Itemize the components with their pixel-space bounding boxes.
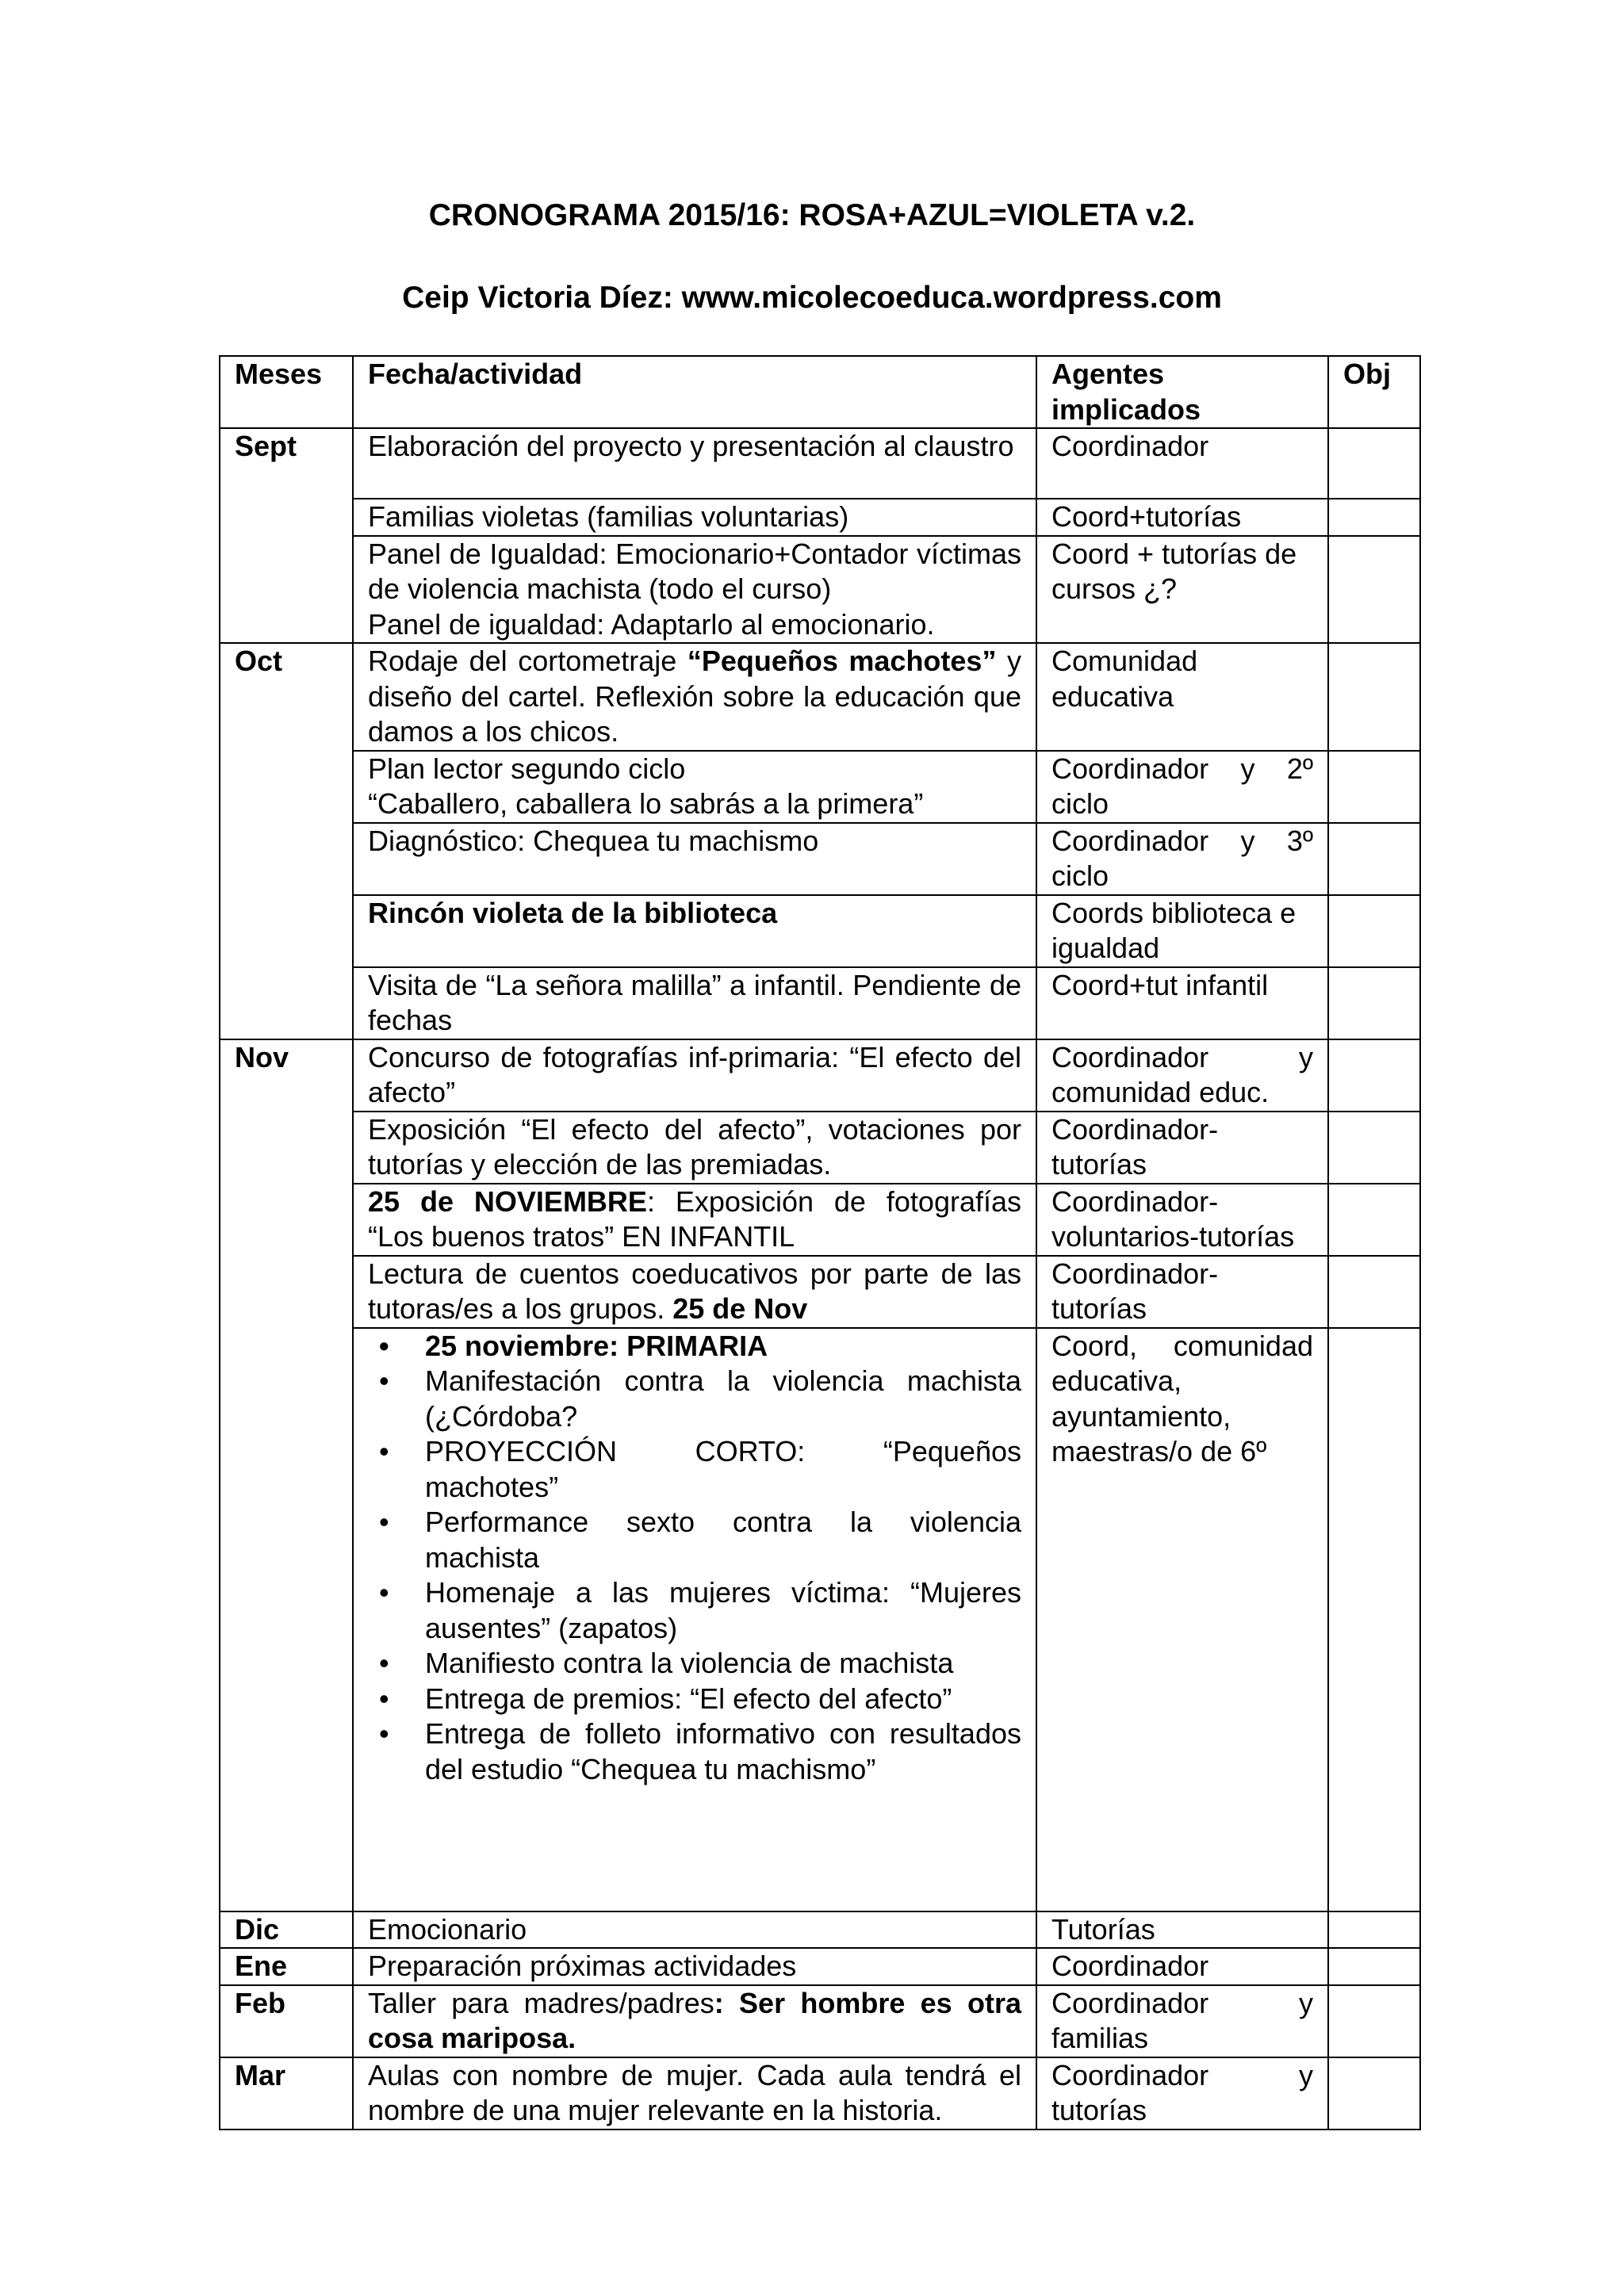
- activity-cell: Diagnóstico: Chequea tu machismo: [353, 823, 1036, 895]
- activity-text: Taller para madres/padres: [368, 1986, 714, 2019]
- month-cell-sept: Sept: [220, 428, 353, 643]
- list-item: • Performance sexto contra la violencia machista: [425, 1505, 1021, 1575]
- agents-cell: Coordinador y 2º ciclo: [1036, 751, 1328, 823]
- activity-text: y diseño del cartel. Reflexión sobre la educación que damos a los chicos.: [368, 645, 1021, 748]
- activity-cell: [353, 751, 1036, 823]
- obj-cell: [1328, 428, 1420, 499]
- header-months: Meses: [220, 356, 353, 428]
- activity-cell: [353, 536, 1036, 644]
- table-row: [220, 1948, 1420, 1985]
- activity-cell: Visita de “La señora malilla” a infantil. Pendiente de fechas: [353, 967, 1036, 1039]
- schedule-table: [219, 355, 1421, 2130]
- agents-cell: Coordinador y familias: [1036, 1985, 1328, 2057]
- table-row: [220, 1985, 1420, 2057]
- obj-cell: [1328, 967, 1420, 1039]
- activity-cell: Preparación próximas actividades: [353, 1948, 1036, 1985]
- table-row: [220, 1328, 1420, 1911]
- agents-cell: Coordinador y 3º ciclo: [1036, 823, 1328, 895]
- header-agents: Agentes implicados: [1036, 356, 1328, 428]
- list-item: • Entrega de premios: “El efecto del afecto”: [425, 1682, 1021, 1717]
- activity-cell: Familias violetas (familias voluntarias): [353, 499, 1036, 536]
- table-row: [220, 1911, 1420, 1949]
- list-item: • Manifiesto contra la violencia de machista: [425, 1646, 1021, 1682]
- activity-cell: [353, 643, 1036, 751]
- table-row: [220, 823, 1420, 895]
- table-row: [220, 967, 1420, 1039]
- list-item: • Entrega de folleto informativo con resultados del estudio “Chequea tu machismo”: [425, 1716, 1021, 1787]
- header-obj: Obj: [1328, 356, 1420, 428]
- activity-text: Lectura de cuentos coeducativos por parte de las tutoras/es a los grupos.: [368, 1257, 1021, 1325]
- obj-cell: [1328, 1039, 1420, 1112]
- agents-cell: Coord, comunidad educativa, ayuntamiento, maestras/o de 6º: [1036, 1328, 1328, 1911]
- obj-cell: [1328, 1911, 1420, 1949]
- month-cell-nov: Nov: [220, 1039, 353, 1911]
- activity-cell: [353, 1256, 1036, 1328]
- obj-cell: [1328, 1328, 1420, 1911]
- obj-cell: [1328, 643, 1420, 751]
- activity-bold-text: : Ser hombre es otra cosa mariposa.: [368, 1986, 1021, 2054]
- activity-cell: Rincón violeta de la biblioteca: [353, 895, 1036, 967]
- table-row: [220, 643, 1420, 751]
- activity-text: Panel de igualdad: Adaptarlo al emocionario.: [368, 607, 935, 641]
- primaria-bullet-list: [368, 1329, 1021, 1788]
- agents-cell: Comunidad educativa: [1036, 643, 1328, 751]
- month-cell-ene: Ene: [220, 1948, 353, 1985]
- table-row: [220, 1039, 1420, 1112]
- activity-text: “Caballero, caballera lo sabrás a la primera”: [368, 787, 924, 820]
- agents-cell: Coordinador-voluntarios-tutorías: [1036, 1184, 1328, 1256]
- agents-cell: Coords biblioteca e igualdad: [1036, 895, 1328, 967]
- activity-bold-text: 25 de NOVIEMBRE: [368, 1184, 647, 1218]
- activity-text: : Exposición de fotografías “Los buenos tratos” EN INFANTIL: [368, 1184, 1021, 1253]
- obj-cell: [1328, 823, 1420, 895]
- activity-cell: [353, 1328, 1036, 1911]
- obj-cell: [1328, 499, 1420, 536]
- obj-cell: [1328, 1985, 1420, 2057]
- activity-cell: [353, 1985, 1036, 2057]
- month-cell-mar: Mar: [220, 2057, 353, 2130]
- agents-cell: Coordinador y comunidad educ.: [1036, 1039, 1328, 1112]
- activity-cell: Emocionario: [353, 1911, 1036, 1949]
- agents-cell: Coordinador: [1036, 428, 1328, 499]
- activity-text: Plan lector segundo ciclo: [368, 752, 686, 785]
- activity-text: Rodaje del cortometraje: [368, 645, 688, 677]
- obj-cell: [1328, 895, 1420, 967]
- list-item: • Manifestación contra la violencia machista (¿Córdoba?: [425, 1364, 1021, 1434]
- month-cell-dic: Dic: [220, 1911, 353, 1949]
- agents-cell: Coordinador y tutorías: [1036, 2057, 1328, 2130]
- list-item: • 25 noviembre: PRIMARIA: [425, 1329, 1021, 1364]
- header-activity: Fecha/actividad: [353, 356, 1036, 428]
- obj-cell: [1328, 2057, 1420, 2130]
- activity-text: Panel de Igualdad: Emocionario+Contador víctimas de violencia machista (todo el curso): [368, 537, 1021, 605]
- list-item: • PROYECCIÓN CORTO: “Pequeños machotes”: [425, 1434, 1021, 1505]
- list-item: • Homenaje a las mujeres víctima: “Mujeres ausentes” (zapatos): [425, 1575, 1021, 1646]
- agents-cell: Coord+tutorías: [1036, 499, 1328, 536]
- month-cell-feb: Feb: [220, 1985, 353, 2057]
- obj-cell: [1328, 1256, 1420, 1328]
- activity-cell: [353, 1184, 1036, 1256]
- agents-cell: Coord+tut infantil: [1036, 967, 1328, 1039]
- obj-cell: [1328, 1112, 1420, 1184]
- activity-cell: Exposición “El efecto del afecto”, votaciones por tutorías y elección de las premiadas.: [353, 1112, 1036, 1184]
- table-row: [220, 751, 1420, 823]
- table-row: [220, 428, 1420, 499]
- activity-cell: Aulas con nombre de mujer. Cada aula tendrá el nombre de una mujer relevante en la historia.: [353, 2057, 1036, 2130]
- obj-cell: [1328, 1184, 1420, 1256]
- obj-cell: [1328, 1948, 1420, 1985]
- agents-cell: Coordinador-tutorías: [1036, 1112, 1328, 1184]
- agents-cell: Tutorías: [1036, 1911, 1328, 1949]
- activity-cell: Elaboración del proyecto y presentación al claustro: [353, 428, 1036, 499]
- month-cell-oct: Oct: [220, 643, 353, 1039]
- agents-cell: Coordinador-tutorías: [1036, 1256, 1328, 1328]
- document-title: CRONOGRAMA 2015/16: ROSA+AZUL=VIOLETA v.2.: [428, 198, 1196, 232]
- table-row: [220, 895, 1420, 967]
- table-row: [220, 1112, 1420, 1184]
- table-row: [220, 1256, 1420, 1328]
- table-row: [220, 2057, 1420, 2130]
- activity-bold-text: “Pequeños machotes”: [687, 645, 997, 677]
- activity-cell: Concurso de fotografías inf-primaria: “El efecto del afecto”: [353, 1039, 1036, 1112]
- table-row: [220, 499, 1420, 536]
- obj-cell: [1328, 751, 1420, 823]
- obj-cell: [1328, 536, 1420, 644]
- activity-bold-text: 25 de Nov: [672, 1292, 808, 1325]
- agents-cell: Coord + tutorías de cursos ¿?: [1036, 536, 1328, 644]
- document-subtitle: Ceip Victoria Díez: www.micolecoeduca.wordpress.com: [402, 281, 1222, 315]
- table-row: [220, 1184, 1420, 1256]
- agents-cell: Coordinador: [1036, 1948, 1328, 1985]
- table-row: [220, 536, 1420, 644]
- table-header-row: [220, 356, 1420, 428]
